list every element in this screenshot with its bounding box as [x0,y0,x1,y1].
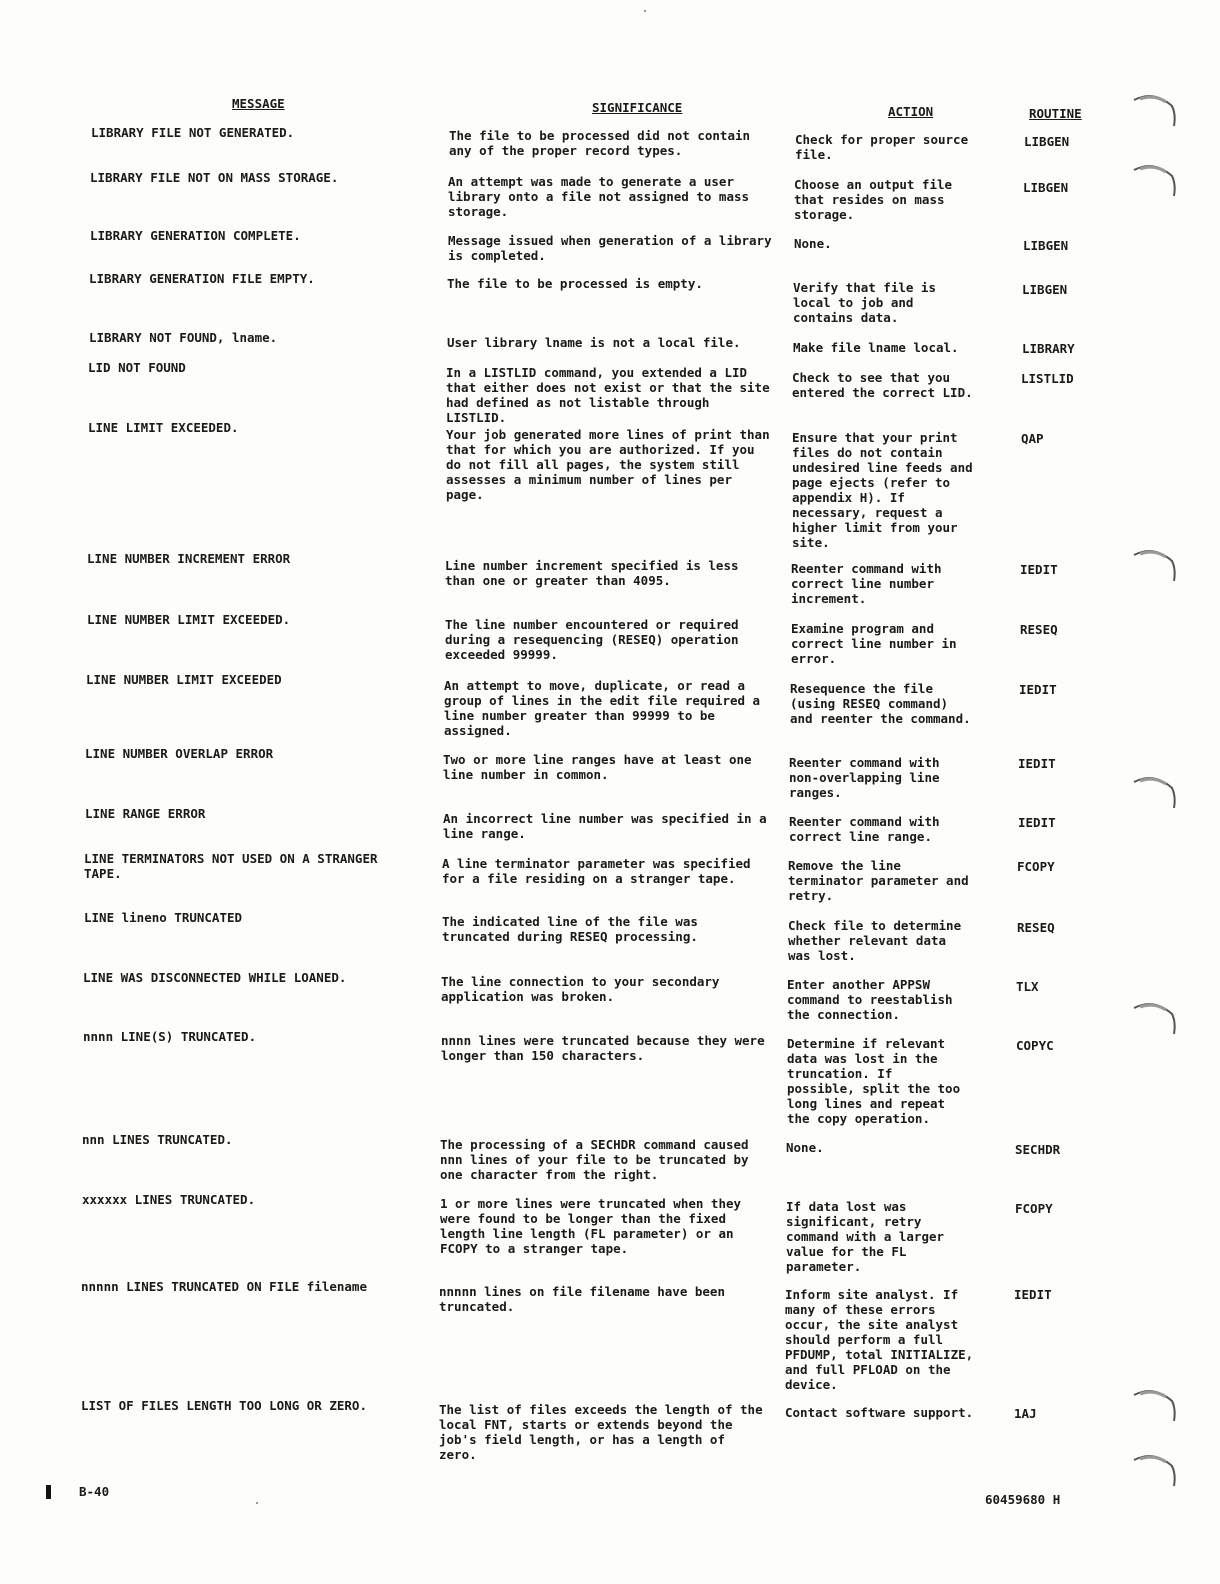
binder-hole-icon [1130,772,1178,812]
row-2-message: LIBRARY FILE NOT ON MASS STORAGE. [90,170,339,185]
row-16-significance: nnnn lines were truncated because they were longer than 150 characters. [441,1033,765,1063]
row-14-action: Check file to determine whether relevant data was lost. [788,918,962,963]
dot-bottom [256,1502,258,1504]
row-8-significance: Line number increment specified is less than one or greater than 4095. [445,558,739,588]
page-number: B-40 [79,1484,110,1499]
row-20-message: LIST OF FILES LENGTH TOO LONG OR ZERO. [81,1398,367,1413]
row-6-routine: LISTLID [1021,371,1074,386]
row-17-action: None. [786,1140,824,1155]
row-14-message: LINE lineno TRUNCATED [84,910,243,925]
row-11-significance: Two or more line ranges have at least one line number in common. [443,752,752,782]
row-10-action: Resequence the file (using RESEQ command) and reenter the command. [790,681,971,726]
row-9-message: LINE NUMBER LIMIT EXCEEDED. [87,612,291,627]
row-11-routine: IEDIT [1018,756,1056,771]
row-7-action: Ensure that your print files do not contain undesired line feeds and page ejects (refer to appendix H). If necessary, request a higher limit from your site. [792,430,973,550]
row-9-routine: RESEQ [1020,622,1058,637]
dot-top [644,10,646,12]
row-18-routine: FCOPY [1015,1201,1053,1216]
row-12-message: LINE RANGE ERROR [85,806,206,821]
row-1-action: Check for proper source file. [795,132,969,162]
row-16-action: Determine if relevant data was lost in the truncation. If possible, split the too long lines and repeat the copy operation. [787,1036,961,1126]
row-3-routine: LIBGEN [1023,238,1069,253]
row-3-action: None. [794,236,832,251]
row-18-significance: 1 or more lines were truncated when they were found to be longer than the fixed length line length (FL parameter) or an FCOPY to a stranger tape. [440,1196,742,1256]
binder-hole-icon [1130,998,1178,1038]
header-action: ACTION [888,104,934,119]
row-6-message: LID NOT FOUND [88,360,186,375]
binder-hole-icon [1130,1385,1178,1425]
row-13-action: Remove the line terminator parameter and retry. [788,858,969,903]
binder-hole-icon [1130,1450,1178,1490]
row-11-message: LINE NUMBER OVERLAP ERROR [85,746,274,761]
row-5-message: LIBRARY NOT FOUND, lname. [89,330,278,345]
binder-hole-icon [1130,160,1178,200]
row-15-message: LINE WAS DISCONNECTED WHILE LOANED. [83,970,347,985]
row-19-significance: nnnnn lines on file filename have been truncated. [439,1284,725,1314]
row-5-action: Make file lname local. [793,340,959,355]
row-3-significance: Message issued when generation of a library is completed. [448,233,772,263]
row-10-significance: An attempt to move, duplicate, or read a group of lines in the edit file required a line number greater than 99999 to be assigned. [444,678,761,738]
binder-hole-icon [1130,545,1178,585]
row-17-message: nnn LINES TRUNCATED. [82,1132,233,1147]
row-15-routine: TLX [1016,979,1039,994]
row-17-routine: SECHDR [1015,1142,1061,1157]
row-5-routine: LIBRARY [1022,341,1075,356]
row-5-significance: User library lname is not a local file. [447,335,741,350]
header-message: MESSAGE [232,96,285,111]
row-18-message: xxxxxx LINES TRUNCATED. [82,1192,256,1207]
row-8-message: LINE NUMBER INCREMENT ERROR [87,551,291,566]
row-20-routine: 1AJ [1014,1406,1037,1421]
row-13-significance: A line terminator parameter was specified for a file residing on a stranger tape. [442,856,751,886]
row-17-significance: The processing of a SECHDR command caused nnn lines of your file to be truncated by one character from the right. [440,1137,749,1182]
header-significance: SIGNIFICANCE [592,100,683,115]
row-1-message: LIBRARY FILE NOT GENERATED. [91,125,295,140]
row-2-action: Choose an output file that resides on mass storage. [794,177,953,222]
row-20-action: Contact software support. [785,1405,974,1420]
row-14-routine: RESEQ [1017,920,1055,935]
row-11-action: Reenter command with non-overlapping line ranges. [789,755,940,800]
row-4-message: LIBRARY GENERATION FILE EMPTY. [89,271,315,286]
row-12-routine: IEDIT [1018,815,1056,830]
row-9-significance: The line number encountered or required during a resequencing (RESEQ) operation exceeded 99999. [445,617,739,662]
row-4-action: Verify that file is local to job and contains data. [793,280,936,325]
header-routine: ROUTINE [1029,106,1082,121]
row-9-action: Examine program and correct line number in error. [791,621,957,666]
row-10-message: LINE NUMBER LIMIT EXCEEDED [86,672,282,687]
row-19-action: Inform site analyst. If many of these errors occur, the site analyst should perform a full PFDUMP, total INITIALIZE, and full PFLOAD on the device. [785,1287,974,1392]
row-1-routine: LIBGEN [1024,134,1070,149]
row-2-significance: An attempt was made to generate a user library onto a file not assigned to mass storage. [448,174,750,219]
row-10-routine: IEDIT [1019,682,1057,697]
row-4-routine: LIBGEN [1022,282,1068,297]
row-6-action: Check to see that you entered the correct LID. [792,370,973,400]
row-18-action: If data lost was significant, retry command with a larger value for the FL parameter. [786,1199,945,1274]
row-12-action: Reenter command with correct line range. [789,814,940,844]
binder-hole-icon [1130,90,1178,130]
row-15-significance: The line connection to your secondary application was broken. [441,974,720,1004]
row-7-message: LINE LIMIT EXCEEDED. [88,420,239,435]
row-19-routine: IEDIT [1014,1287,1052,1302]
row-13-routine: FCOPY [1017,859,1055,874]
row-16-routine: COPYC [1016,1038,1054,1053]
row-16-message: nnnn LINE(S) TRUNCATED. [83,1029,257,1044]
row-19-message: nnnnn LINES TRUNCATED ON FILE filename [81,1279,367,1294]
row-14-significance: The indicated line of the file was truncated during RESEQ processing. [442,914,698,944]
row-6-significance: In a LISTLID command, you extended a LID that either does not exist or that the site had defined as not listable through LISTLID. [446,365,770,425]
row-3-message: LIBRARY GENERATION COMPLETE. [90,228,301,243]
row-8-routine: IEDIT [1020,562,1058,577]
row-12-significance: An incorrect line number was specified in a line range. [443,811,767,841]
row-8-action: Reenter command with correct line number increment. [791,561,942,606]
row-7-routine: QAP [1021,431,1044,446]
row-4-significance: The file to be processed is empty. [447,276,703,291]
row-2-routine: LIBGEN [1023,180,1069,195]
row-1-significance: The file to be processed did not contain any of the proper record types. [449,128,751,158]
row-20-significance: The list of files exceeds the length of the local FNT, starts or extends beyond the job's field length, or has a length of zero. [439,1402,763,1462]
row-15-action: Enter another APPSW command to reestablish the connection. [787,977,953,1022]
row-13-message: LINE TERMINATORS NOT USED ON A STRANGER TAPE. [84,851,378,881]
row-7-significance: Your job generated more lines of print than that for which you are authorized. If you do not fill all pages, the system still assesses a minimum number of lines per page. [446,427,770,502]
document-number: 60459680 H [985,1492,1061,1507]
change-bar [46,1485,51,1499]
